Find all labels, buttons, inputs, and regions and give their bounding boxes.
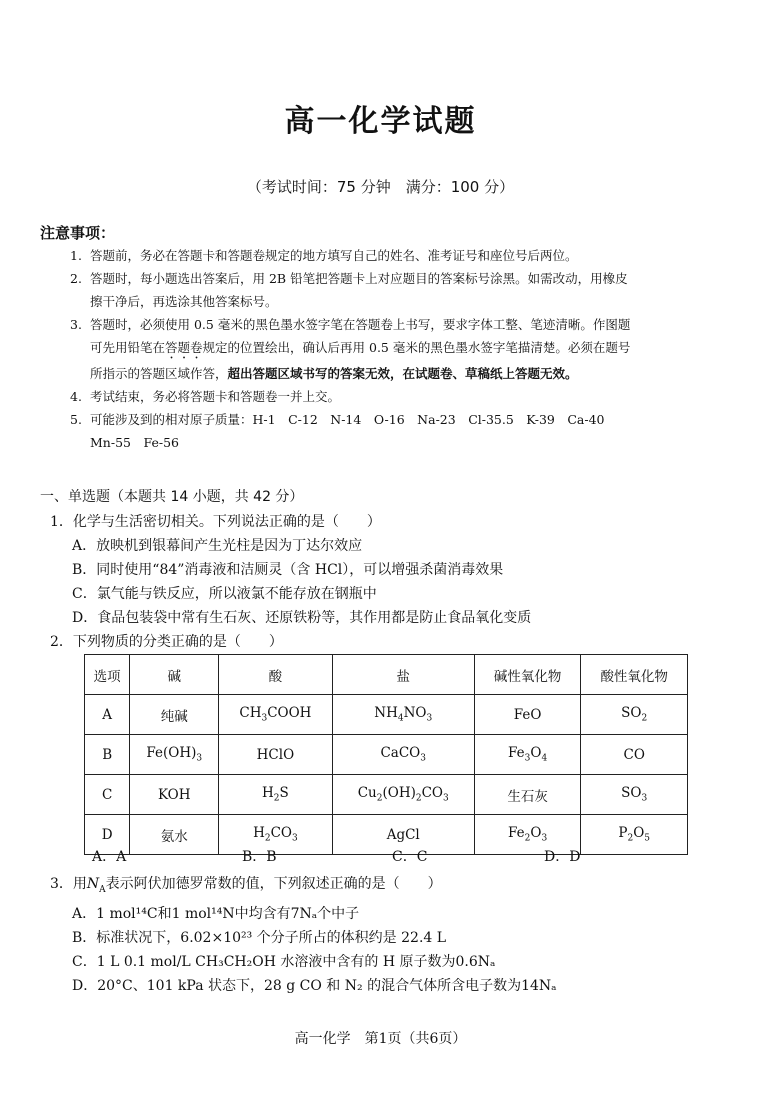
table-cell: FeO [474,695,581,735]
option-a: A．放映机到银幕间产生光柱是因为丁达尔效应 [72,538,363,554]
option-a: A．A [92,849,127,865]
table-cell: $SO_3$ [581,775,688,815]
table-cell: C [85,775,130,815]
page-title: 高一化学试题 [284,104,477,139]
header-cell: 碱 [130,655,219,695]
table-cell: D [85,815,130,855]
table-cell: 生石灰 [474,775,581,815]
option-d: D．食品包装袋中常有生石灰、还原铁粉等，其作用都是防止食品氧化变质 [72,610,532,626]
table-cell: 氨水 [130,815,219,855]
table-cell: HClO [219,735,333,775]
notes-heading: 注意事项： [40,224,116,242]
option-b: B．B [242,849,277,865]
table-row [85,775,688,815]
header-cell: 选项 [85,655,130,695]
option-d: D．20°C、101 kPa 状态下，28 g CO 和 N₂ 的混合气体所含电子数为14Nₐ [72,977,557,994]
table-cell: $NH_4NO_3$ [332,695,474,735]
question-2 [50,630,730,654]
table-cell: AgCl [332,815,474,855]
table-cell: CaCO$_3$ [332,735,474,775]
table-cell: $H_2CO_3$ [219,815,333,855]
question-1 [50,510,730,630]
option-b: B．标准状况下，6.02×10²³ 个分子所占的体积约是 22.4 L [72,929,447,946]
question-3 [50,872,730,998]
table-row [85,735,688,775]
classification-table [84,654,688,855]
header-cell: 酸性氧化物 [581,655,688,695]
header-cell: 酸 [219,655,333,695]
note-3: 3. 答题时，必须使用 0.5 毫米的黑色墨水签字笔在答题卷上书写，要求字体工整、笔迹清晰。作图题 可先用铅笔在答题卷规定的位置绘出，确认后再用 0.5 毫米的黑色墨水签字笔描清楚。必须在题号 所指示的答题区域作答，超出答题区域书写的答案无效，在试题卷、草稿纸上答题无效。 [70,317,631,381]
option-a: A．1 mol¹⁴C和1 mol¹⁴N中均含有7Nₐ个中子 [72,905,360,922]
table-cell: B [85,735,130,775]
option-c: C．C [392,849,428,865]
note-2: 2. 答题时，每小题选出答案后，用 2B 铅笔把答题卡上对应题目的答案标号涂黑。如需改动，用橡皮 擦干净后，再选涂其他答案标号。 [70,271,628,309]
table-cell: A [85,695,130,735]
table-cell: CO [581,735,688,775]
note-4: 4. 考试结束，务必将答题卡和答题卷一并上交。 [70,389,341,404]
note-5: 5. 可能涉及到的相对原子质量：H-1 C-12 N-14 O-16 Na-23 Cl-35.5 K-39 Ca-40 Mn-55 Fe-56 [70,412,605,450]
table-cell: $SO_2$ [581,695,688,735]
notes-list [70,244,730,454]
option-c: C．氯气能与铁反应，所以液氯不能存放在钢瓶中 [72,586,377,602]
table-cell: $H_2S$ [219,775,333,815]
question-stem: 3．用$N_A$表示阿伏加德罗常数的值，下列叙述正确的是（ ） [50,876,442,895]
table-cell: 纯碱 [130,695,219,735]
table-row [85,815,688,855]
table-cell: $CH_3COOH$ [219,695,333,735]
table-cell: $Fe_2O_3$ [474,815,581,855]
table-cell: KOH [130,775,219,815]
exam-info: （考试时间：75 分钟 满分：100 分） [246,178,515,196]
table-cell: $Fe(OH)_3$ [130,735,219,775]
table-cell: $Fe_3O_4$ [474,735,581,775]
page-footer: 高一化学 第1页（共6页） [294,1031,467,1047]
question-stem: 2．下列物质的分类正确的是（ ） [50,634,283,650]
header-cell: 碱性氧化物 [474,655,581,695]
table-row [85,695,688,735]
table-cell: $Cu_2(OH)_2CO_3$ [332,775,474,815]
option-b: B．同时使用“84”消毒液和洁厕灵（含 HCl），可以增强杀菌消毒效果 [72,562,504,578]
option-d: D．D [544,849,581,865]
header-cell: 盐 [332,655,474,695]
question-stem: 1．化学与生活密切相关。下列说法正确的是（ ） [50,514,381,530]
note-1: 1. 答题前，务必在答题卡和答题卷规定的地方填写自己的姓名、准考证号和座位号后两位。 [70,248,578,263]
table-header-row [85,655,688,695]
table-cell: $P_2O_5$ [581,815,688,855]
option-c: C．1 L 0.1 mol/L CH₃CH₂OH 水溶液中含有的 H 原子数为0.6Nₐ [72,953,496,970]
section-title: 一、单选题（本题共 14 小题，共 42 分） [40,489,304,505]
